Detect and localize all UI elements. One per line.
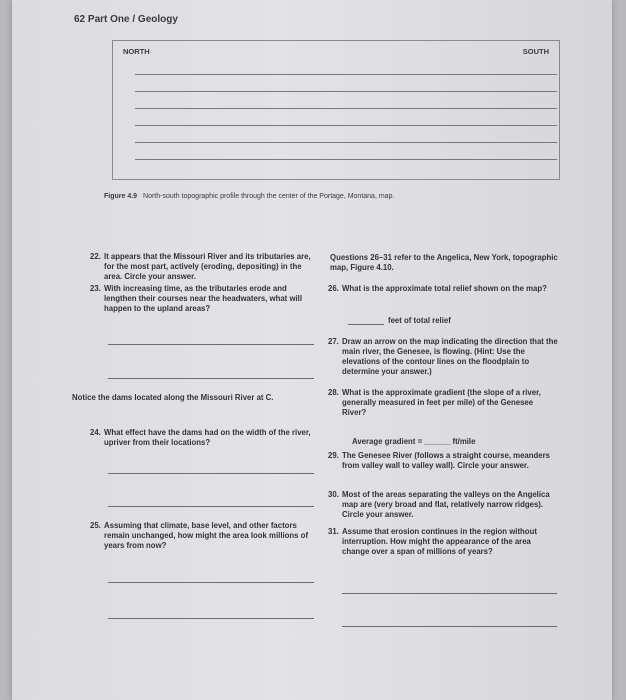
answer-line-24b[interactable] xyxy=(108,506,314,507)
total-relief-blank[interactable] xyxy=(348,324,384,325)
question-23: 23. With increasing time, as the tributaries erode and lengthen their courses near the headwaters, what will happen to the upland areas? xyxy=(90,284,303,313)
figure-caption xyxy=(104,193,394,200)
question-31: 31. Assume that erosion continues in the region without interruption. How might the appearance of the area change over a span of millions of years? xyxy=(328,527,537,556)
question-26: 26. What is the approximate total relief shown on the map? xyxy=(328,284,547,293)
worksheet-page xyxy=(12,0,612,700)
question-25: 25. Assuming that climate, base level, and other factors remain unchanged, how might the area look millions of years from now? xyxy=(90,521,309,550)
question-29: 29. The Genesee River (follows a straight course, meanders from valley wall to valley wall). Circle your answer. xyxy=(328,451,550,470)
question-28: 28. What is the approximate gradient (the slope of a river, generally measured in feet per mile) of the Genesee River? xyxy=(328,388,541,417)
profile-graph-box[interactable] xyxy=(112,40,560,180)
question-30: 30. Most of the areas separating the valleys on the Angelica map are (very broad and flat, relatively narrow ridges). Circle your answer. xyxy=(328,490,550,519)
answer-line-23b[interactable] xyxy=(108,378,314,379)
profile-grid-line xyxy=(135,159,557,160)
figure-caption-text: North-south topographic profile through the center of the Portage, Montana, map. xyxy=(143,193,395,200)
question-22: 22. It appears that the Missouri River and its tributaries are, for the most part, actively (eroding, depositing) in the area. Circle your answer. xyxy=(90,252,311,281)
dams-note: Notice the dams located along the Missouri River at C. xyxy=(72,393,274,402)
answer-line-23a[interactable] xyxy=(108,344,314,345)
answer-line-25b[interactable] xyxy=(108,618,314,619)
questions-26-31-intro: Questions 26–31 refer to the Angelica, New York, topographic map, Figure 4.10. xyxy=(330,253,558,272)
north-label: NORTH xyxy=(123,47,150,56)
south-label: SOUTH xyxy=(522,47,549,56)
total-relief-label: feet of total relief xyxy=(388,316,451,325)
answer-line-24a[interactable] xyxy=(108,473,314,474)
profile-grid-line xyxy=(135,125,557,126)
average-gradient-line[interactable]: Average gradient = ______ ft/mile xyxy=(352,437,476,446)
profile-grid-line xyxy=(135,74,557,75)
answer-line-31b[interactable] xyxy=(342,626,557,627)
profile-grid-line xyxy=(135,91,557,92)
answer-line-31a[interactable] xyxy=(342,593,557,594)
question-24: 24. What effect have the dams had on the width of the river, upriver from their locations? xyxy=(90,428,311,447)
figure-number: Figure 4.9 xyxy=(104,193,138,200)
answer-line-25a[interactable] xyxy=(108,582,314,583)
question-27: 27. Draw an arrow on the map indicating the direction that the main river, the Genesee, is flowing. (Hint: Use the elevations of the contour lines on the floodplain to determine your answer.) xyxy=(328,337,558,376)
profile-grid-line xyxy=(135,142,557,143)
profile-grid-line xyxy=(135,108,557,109)
page-header: 62 Part One / Geology xyxy=(74,14,178,25)
